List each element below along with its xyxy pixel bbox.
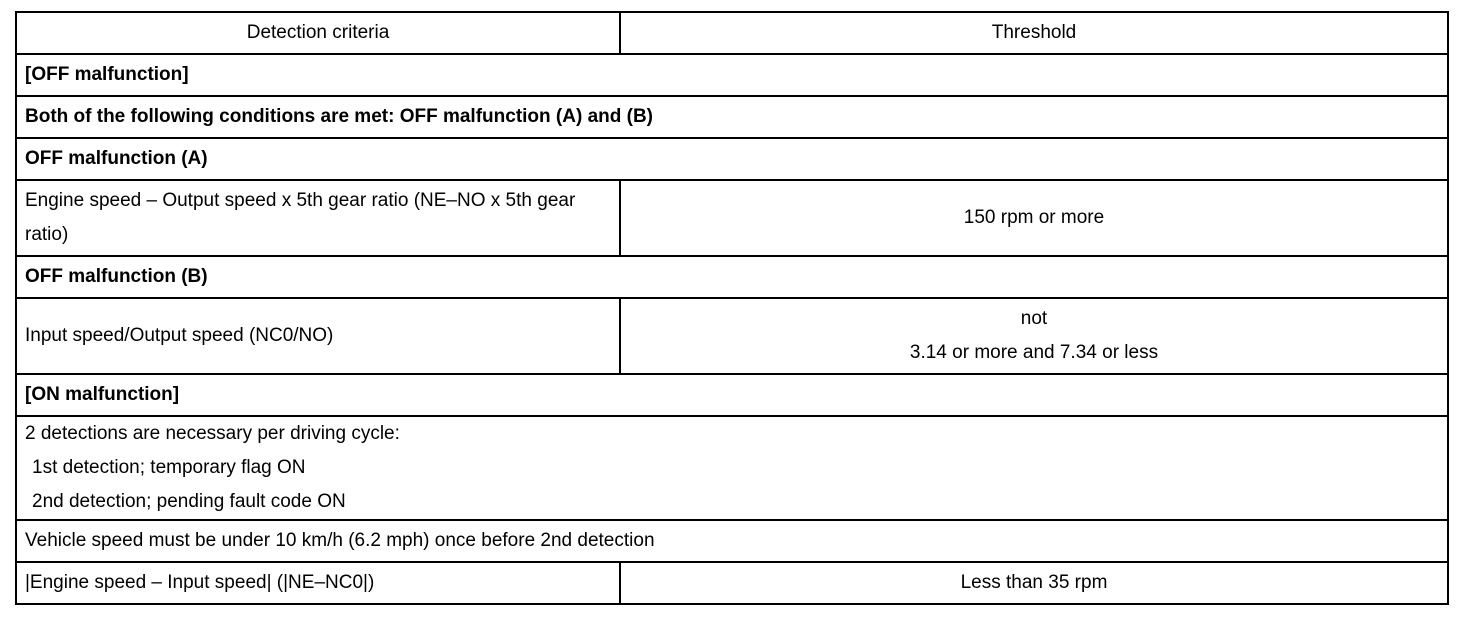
on-detections-cell [16,416,1448,520]
table-row [16,54,1448,96]
table-row [16,298,1448,374]
on-detection-line-1: 2 detections are necessary per driving cycle: [25,423,400,444]
off-a-threshold-cell: 150 rpm or more [620,180,1448,256]
off-b-criteria-cell: Input speed/Output speed (NC0/NO) [16,298,620,374]
off-b-threshold-cell [620,298,1448,374]
on-vehicle-speed-cell: Vehicle speed must be under 10 km/h (6.2 mph) once before 2nd detection [16,520,1448,562]
on-malfunction-section-heading: [ON malfunction] [16,374,1448,416]
table-row [16,256,1448,298]
table-row [16,520,1448,562]
on-last-threshold-cell: Less than 35 rpm [620,562,1448,604]
off-b-threshold-line-1: not [1020,308,1048,329]
column-header-threshold: Threshold [620,12,1448,54]
on-detection-line-3: 2nd detection; pending fault code ON [32,491,346,512]
off-a-criteria-cell: Engine speed – Output speed x 5th gear ratio (NE–NO x 5th gear ratio) [16,180,620,256]
off-b-threshold-line-2: 3.14 or more and 7.34 or less [909,342,1159,363]
detection-criteria-table [15,11,1449,605]
off-both-conditions-heading: Both of the following conditions are met: OFF malfunction (A) and (B) [16,96,1448,138]
table-header-row [16,12,1448,54]
column-header-criteria: Detection criteria [16,12,620,54]
on-detection-line-2: 1st detection; temporary flag ON [32,457,306,478]
table-row [16,180,1448,256]
off-malfunction-a-heading: OFF malfunction (A) [16,138,1448,180]
on-last-criteria-cell: |Engine speed – Input speed| (|NE–NC0|) [16,562,620,604]
table-row [16,416,1448,520]
off-malfunction-section-heading: [OFF malfunction] [16,54,1448,96]
table-row [16,138,1448,180]
table-row [16,96,1448,138]
table-row [16,562,1448,604]
off-malfunction-b-heading: OFF malfunction (B) [16,256,1448,298]
table-row [16,374,1448,416]
